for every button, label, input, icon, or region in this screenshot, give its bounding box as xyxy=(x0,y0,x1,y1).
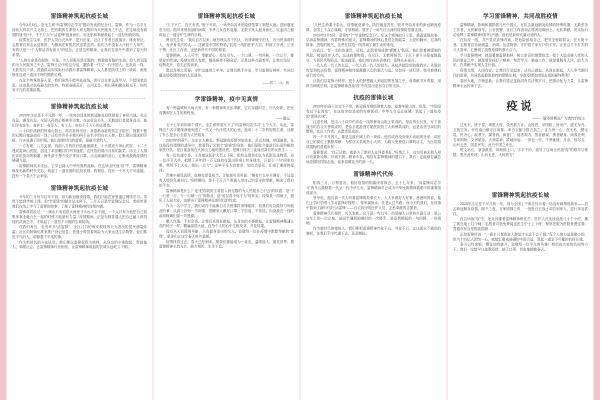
paragraph: 今年的三月份与往年不同，因为新冠肺炎疫情，我们只能在家里通过网络学习。虽然不能到学校上课，但“学雷锋”的脚步从未停下。三月五日是学雷锋纪念日，老师带领我们在线上学习了雷锋的故事，了解了雷锋精神的深刻内涵。 xyxy=(12,195,147,209)
column-1 xyxy=(7,0,153,400)
article-byline: ——初二（1）班 xyxy=(262,81,289,85)
paragraph: 疫情终将过去，春天已经到来。愿我们都能成为一束光，温暖他人，照亮世界；愿雷锋精神永放光芒，薪火相传，生生不息。 xyxy=(159,240,294,249)
paragraph: 作为新时代的接班人，我们要把雷锋精神内化于心、外化于行，让这面永不褪色的旗帜，在我们手中传递下去，高高飘扬。 xyxy=(306,227,441,236)
paragraph: 作为一名中学生，我们或许不能像白衣天使那样冲锋陷阵，但我们可以做好力所能及的事：认真上好每一节网课，提醒家人戴好口罩，不信谣、不传谣，向奋战在一线的叔叔阿姨们道一声感谢。 xyxy=(159,204,294,218)
article-body xyxy=(306,181,441,236)
article-body xyxy=(306,105,441,165)
article-title: 雷锋精神代代传 xyxy=(353,171,394,178)
article-c3s1 xyxy=(306,12,441,89)
paragraph: 雷锋精神是什么？是“把有限的生命投入到无限的为人民服务之中去”的执着，是“干一行爱一行、专一行精一行”的敬业，是“勿以善小而不为”的朴实。疫情是一面镜子，照出了人间大爱，也照出了雷锋精神在新时代的传承。 xyxy=(159,189,294,203)
article-title: 学雷锋精神，疫中见真情 xyxy=(194,96,259,103)
article-title: 雷锋精神筑起抗疫长城 xyxy=(344,13,403,20)
article-c1s2 xyxy=(12,103,147,179)
article-c3s3 xyxy=(306,170,441,236)
article-c1s1 xyxy=(12,12,147,93)
article-body xyxy=(306,23,441,89)
paragraph: 在这场战“疫”中，处处闪耀着雷锋精神的光芒。医护人员连续奋战几十个小时，累了就在地上打个盹；志愿者司机免费接送医生护士上下班；餐馆老板为医院免费送餐；普通市民自发捐款捐物…… xyxy=(453,217,588,231)
paragraph: 鲁迅先生说：“我们自古以来，就有埋头苦干的人，有拼命硬干的人，有为民请命的人，有舍身求法的人……这就是中国的脊梁。”抗疫一线的医护人员、科研工作者、公安干警、社区工作者，正是新时代中国的脊梁。 xyxy=(159,38,294,52)
article-c3s2 xyxy=(306,94,441,165)
epigraph-attribution: ——题记 xyxy=(276,117,290,121)
paragraph: 2020年的春天注定不平常，新冠病毒肆虐荆楚大地，侵袭华夏山河。但是，“中国没有过不去的坎”，在这场突如其来的灾难面前，中华儿女众志成城，筑起了一道抗疫的“雷锋长城”。 xyxy=(306,105,441,119)
article-c4s3 xyxy=(453,191,588,252)
article-c1s3 xyxy=(12,184,147,250)
paragraph: 2020年3月5日，是第57个“学雷锋纪念日”。在这个特殊的日子里，重温雷锋故事、弘扬雷锋精神，有着特殊的意义。雷锋精神的核心是信念的能量、大爱的胸怀、忘我的精神、进取的锐气，这些在抗疫一线得到了最生动的体现。 xyxy=(306,33,441,48)
paragraph: “人的生命是有限的，可是，为人民服务是无限的，我要把有限的生命，投入到无限的为人民服务之中去。”雷锋日记中的这句话，激励着一代又一代中国人。在抗疫一线，无数党员干部、普通群众用实际行动践行着雷锋精神，人人都是防线上的一块砖，座座堡垒连成一道冲不垮的钢铁长城。 xyxy=(12,58,147,77)
paragraph: 己亥末，庚子春，荆楚大疫，染者数万计。众惶恐，举国防，皆闭户，道无车舟，万巷空寂。幸有南山镇守江南都，率白衣郎中数万抗之。且九州一心，医无私，警无畏，民齐心；政者令，媒者真，商者仁；能者竭力，智者献谋，勇者献身；商客让利，名家捐物，文者赋诗。火神雷神，拔地而起；一省包一市，千里驰援。月余，疫尽去，山河无恙，国泰民安，此乃中国之幸也。 xyxy=(453,123,588,147)
paragraph: 春天已经来临，樱花即将盛开。致敬每一位平凡的英雄！相信在大家的共同努力下，我们一定能早日战胜疫情，摘下口罩，自由地拥抱春天。 xyxy=(453,243,588,252)
paragraph: 在这个特殊的春天里，我们虽然不能奔赴前线，但可以在家认真学习、不给国家添乱，这也是对抗疫最大的支持。待到春暖花开，山河无恙，我们再相聚在阳光下，向所有平凡的英雄致敬。 xyxy=(12,78,147,93)
paragraph: 在我们身边，也有许多“活雷锋”。小区门口的保安叔叔每天为进出的居民测量体温，社区的阿姨们挨家挨户登记信息，快递小哥冒着风险为大家运送生活物资。他们都是平凡的人，却做着不平凡的事。 xyxy=(12,225,147,239)
paragraph: 愿以吾辈之青春，守护这盛世之中华。让我们携手并肩，学习雷锋好榜样，共同打赢这场疫情防控的人民战争。 xyxy=(159,69,294,78)
paragraph: 一代人有一代人的长征，一代人有一代人的担当。从抗洪抢险到抗震救灾，从脱贫攻坚到抗击疫情，雷锋精神始终是凝聚人心的强大力量。它如同一座灯塔，指引着我们前行的方向。 xyxy=(306,64,441,78)
paragraph: 让我们以雷锋为榜样，把个人的梦想融入到祖国的发展之中，用奉献书写青春，用担当铸就长城，让雷锋精神在战“疫”中绽放出更加夺目的光彩。 xyxy=(306,79,441,88)
paragraph: 雷锋精神代代相传，历久弥新。它不是一句口号，而是融入日常的点滴行动：是公交车上的一次让座，是同学遇到困难时的一次援手，是疫情期间的一句问候、一份捐助。 xyxy=(306,211,441,226)
paragraph: 2020年注定是不平凡的一年，一场突如其来的新冠肺炎疫情席卷了神州大地。武汉告急，湖北告急，全国人民的心都被牵动着。在这危急关头，无数逆行者挺身而出，他们中有医生、有护士、有军人、有工人，也有千千万万的志愿者。 xyxy=(12,114,147,128)
paragraph: 雷锋叔叔说过：“一滴水只有放进大海里才永远不会干涸，一个人只有当他把自己和集体事业融合在一起的时候才能最有力量。”疫情期间，正是无数普通人把自己融入到抗疫的洪流之中，才筑起了一道坚不可摧的生命防线。 xyxy=(12,210,147,224)
article-body xyxy=(159,123,294,249)
article-yishuo xyxy=(453,98,588,158)
columns-container xyxy=(7,0,594,400)
article-title-large: 疫说 xyxy=(506,99,535,113)
column-2 xyxy=(154,0,300,400)
paragraph: 雷锋精神从未走远，它早已融入中华民族的血脉。在这场全民战“疫”中，雷锋精神焕发出新的时代光彩，筑起了一道坚固的抗疫长城。我相信，没有一个冬天不可逾越，没有一个春天不会来临。 xyxy=(12,164,147,178)
paragraph: 苦难中最见真情，危难处更显担当。正如那句话所说：“哪有什么岁月静好，不过是有人替你负重前行。”疫情期间，是千千万万个普通人用自己的坚守和奉献，换来了我们的平安。 xyxy=(159,174,294,188)
paragraph: 爷爷说，他们那一代人听着雷锋的故事长大，人人争做好人好事；爸爸妈妈说，他们上学时学唱《学习雷锋好榜样》，帮军属挑水、扶老人过马路；而今天的我们，在疫情中看到了新时代的“活雷锋”——白衣执甲的医护人员、无私奉献的志愿者。 xyxy=(306,196,441,210)
article-c2s2 xyxy=(159,95,294,250)
paragraph: 学习雷锋精神，就是要像雷锋那样，树立崇高的理想信念，把个人追求融入党和人民的事业之中；就是要发扬钉子精神，刻苦学习、勤奋工作；就是要服务人民、助人为乐，在奉献中实现人生价值。 xyxy=(453,53,588,68)
paragraph: 这道长城，是由八十四岁仍奔赴一线的钟南山院士筑成的，是由剪去长发、写下请战书的白衣天使筑成的，是由日夜抢建方舱医院的工人师傅筑成的，也是由坚守岗位的警察、社区工作者、志愿者筑成的。 xyxy=(306,120,441,134)
article-body xyxy=(12,23,147,93)
paragraph: 每一个平凡的人，都是这道长城上的一块砖。他们或许没有惊天动地的壮举，却在自己的岗位上默默奉献：为邻居买菜的热心大妈，为路人免费送口罩的店主，为医院捐款捐物的普通市民…… xyxy=(306,135,441,149)
article-byline: ——一篇疫情期间广为流传的短文 xyxy=(532,117,585,121)
article-title: 学习雷锋精神，共同战胜疫情 xyxy=(483,13,558,20)
paragraph: 正如雷锋所说：“一滴水只有放进大海里才永远不会干涸。”每个人的力量是渺小的，但当十四亿人团结一心，就能汇聚成磅礴的中国力量，筑起一道坚不可摧的抗疫长城。 xyxy=(453,232,588,242)
article-body xyxy=(159,23,294,78)
paragraph: 八十四岁高龄的钟南山院士，再次挂帅出征；身患渐冻症的张定宇院长，拖着不便的双腿日夜奋战在一线；还有许许多多我们叫不出名字的白衣天使，脸上勒出深深的印痕，汗水浸透了防护服。他们是新时代的雷锋，是最可爱的人。 xyxy=(12,129,147,143)
paragraph: 短文不长，寥寥数语，却朗朗上口，字字千钧，道尽了这场全民战“疫”的艰辛与豪情。愿历此坎坷，山河无恙，人间皆安！ xyxy=(453,148,588,158)
paragraph: “人民生命重于泰山，疫情就是命令，防控就是责任。”面对突如其来的新冠肺炎疫情，全国上下众志成城、守望相助，展开了一场气壮山河的疫情防控阻击战。 xyxy=(306,23,441,32)
paragraph: 五十七年前的那个春天，毛主席挥笔写下了“向雷锋同志学习”七个大字。从此，雷锋这个名字便深深地刻进了一代又一代中国人的心里。他用二十二岁的短暂生命，诠释了什么是全心全意为人民服务。 xyxy=(159,123,294,137)
article-c4s1 xyxy=(453,12,588,89)
article-title: 抗疫的雷锋长城 xyxy=(353,95,394,102)
column-4 xyxy=(448,0,594,400)
section-divider xyxy=(14,98,146,99)
article-body xyxy=(12,114,147,179)
paragraph: 没有从天而降的英雄，只有挺身而出的凡人。致敬每一位在疫情中默默奉献的“雷锋”，是你们让这个春天格外温暖。 xyxy=(159,230,294,239)
paragraph: 雷锋曾说：“自己活着，就是为了使别人过得更美好。”疫情之下，这句话被无数人用行动重新诠释。长城不倒，精神永存。相信在雷锋精神的感召下，我们一定能够打赢这场疫情防控阻击战，迎来春暖花开的那一天。 xyxy=(306,150,441,165)
paragraph: 疫情发生以来，医护人员白衣执甲、逆行出征，社区工作者日夜值守、排查登记，志愿者们奔走运送物资，为隔离在家的居民送菜送药。他们当中没有人计较个人得失，有的只是“一个人要活得有意义”的信念。正是这种精神，让我们在寒冬中看到了春天的希望。 xyxy=(12,38,147,57)
article-title: 雷锋精神筑起抗疫长城 xyxy=(491,192,550,199)
paragraph: 在武汉，有一支由快递员、司机、志愿者组成的“摆渡人”队伍，他们冒着被感染的风险，接送医护人员、运送救援物资；在社区，无数网格员、下沉干部不分昼夜地值守，为居民代购药品、配送蔬菜。他们用行动告诉我们：雷锋从未离开。 xyxy=(306,48,441,63)
article-title: 雷锋精神筑起抗疫长城 xyxy=(50,185,109,192)
article-c2s1 xyxy=(159,12,294,85)
paragraph: 赠人玫瑰，手有余香。让我们从现在做起，从身边的小事做起，让雷锋精神像蒲公英的种子一样，撒遍祖国大地，在每个人的心中生根发芽、开花结果。 xyxy=(159,219,294,229)
paragraph: 雷锋精神，人人可学；奉献爱心，处处可为。一个口罩、一句问候、一次让行，都是爱的传递。疫情无情人有情，隔离病毒不隔离爱。正是这些点滴善举，让我们坚信：疫散花开，春天必将到来。 xyxy=(159,53,294,68)
paragraph: 在抗疫一线，共产党员冲锋在前，把危险留给自己，把安全留给群众；在大街小巷，志愿者们协助测温、消毒、运送物资，守护着千家万户的平安。正是这千千万万的凡人善举，汇聚成了战胜疫情的强大合力。 xyxy=(453,38,588,52)
epigraph-quote: 有一种温暖叫人间大爱，有一种精神叫无私奉献，它们穿越时空，历久弥新，把光亮镌刻在人生的旅程里。 xyxy=(159,106,294,115)
paragraph: “天下兴亡，匹夫有责。”庚子年初，一场突如其来的疫情笼罩了荆楚大地，进而蔓延至全国。面对来势汹汹的病毒，中华儿女没有退缩，无数平凡人挺身而出，以血肉之躯筑起了一道守护生命的长城。 xyxy=(159,23,294,37)
article-title: 雷锋精神筑起抗疫长城 xyxy=(197,13,256,20)
article-title: 雷锋精神筑起抗疫长城 xyxy=(50,13,109,20)
article-body xyxy=(12,195,147,250)
paragraph: 雷锋精神，影响和激励着几代中国人。在抗击新冠肺炎疫情的特殊时期，无数医务工作者、人民解放军、公安民警、社区工作者和志愿者迎难而上、无私奉献，用实际行动诠释了雷锋精神的时代内涵，他们是新时代最可爱的人。 xyxy=(453,23,588,37)
paragraph: 2020年注定是不平凡的一年，因为全国上下都在经历着一场没有硝烟的战争——抗击新冠肺炎疫情。除夕之夜，万家团圆之时，一批批白衣战士却告别家人，逆行奔赴武汉。 xyxy=(453,202,588,216)
paragraph: 疫情无情，人间有爱。让我们行动起来，从自己做起，从现在做起，人人争当新时代的雷锋，共同筑起群防群控的钢铁长城，夺取疫情防控阻击战的最终胜利！ xyxy=(453,69,588,78)
article-body xyxy=(453,202,588,252)
article-body xyxy=(453,123,588,158)
paragraph: 一方有难，八方支援。四面八方的医疗队驰援湖北，十天建成火神山医院，十二天建成雷神山医院，创造了举世瞩目的中国速度。农民伯伯捐出自家的蔬菜，环卫工人捐出省吃俭用的积蓄，海外游子想方设法寄回口罩。点点滴滴的爱心，汇聚成战胜疫情的磅礴力量。 xyxy=(12,144,147,163)
paragraph: 有一位快递小哥，义务接送医护人员上下班，组织志愿者车队为医院运送物资；有一位环卫大爷，把攒了多年的一万元钱放在派出所桌上转身就走，只留下一句“国家有难，我帮不上大忙，就出一点力”。这些平凡人的善举，如点点星光，汇成了璀璨的星河。 xyxy=(159,154,294,173)
paragraph: 2020年的春节，注定让人难忘。新冠肺炎疫情突如其来，武汉封城，举国驰援。在这场没有硝烟的战争中，我看到了无数个“雷锋”的身影：他们是除夕夜逆行出征的解放军医疗队，是日夜奋战在火神山工地的建设者，是骑行四天三夜返回岗位的女医生…… xyxy=(159,138,294,153)
paragraph: 春回大地，万物更新。让我们铭记这段同舟共济的岁月，把感动化为力量，让雷锋精神永远传承下去。 xyxy=(453,79,588,88)
article-body xyxy=(453,23,588,89)
right-edge-strip xyxy=(594,0,600,400)
column-3 xyxy=(301,0,447,400)
section-divider xyxy=(161,90,293,91)
paragraph: 作为新时代的少先队员，我们要以雷锋叔叔为榜样，从身边的小事做起，帮助他人、奉献社会，让雷锋精神代代相传，让雷锋精神筑起的长城永远屹立不倒。 xyxy=(12,240,147,250)
paragraph: 阳春三月，万物复苏，相信疫情的阴霾终将散去。五十七年来，“向雷锋同志学习”的号召激励着一代又一代中华儿女，雷锋精神早已成为中华民族精神谱系中的重要组成部分。 xyxy=(306,181,441,195)
paragraph: 今年3月5日，是毛主席“向雷锋同志学习”题词发表的纪念日。雷锋，作为一名平凡而伟大的共产主义战士，把有限的生命投入到无限的为人民服务之中去。在这场没有硝烟的战“疫”中，千千万万个“活雷锋”挺身而出，用无私和奉献筑起了一道坚固的防线。 xyxy=(12,23,147,37)
article-title: 雷锋精神筑起抗疫长城 xyxy=(50,104,109,111)
